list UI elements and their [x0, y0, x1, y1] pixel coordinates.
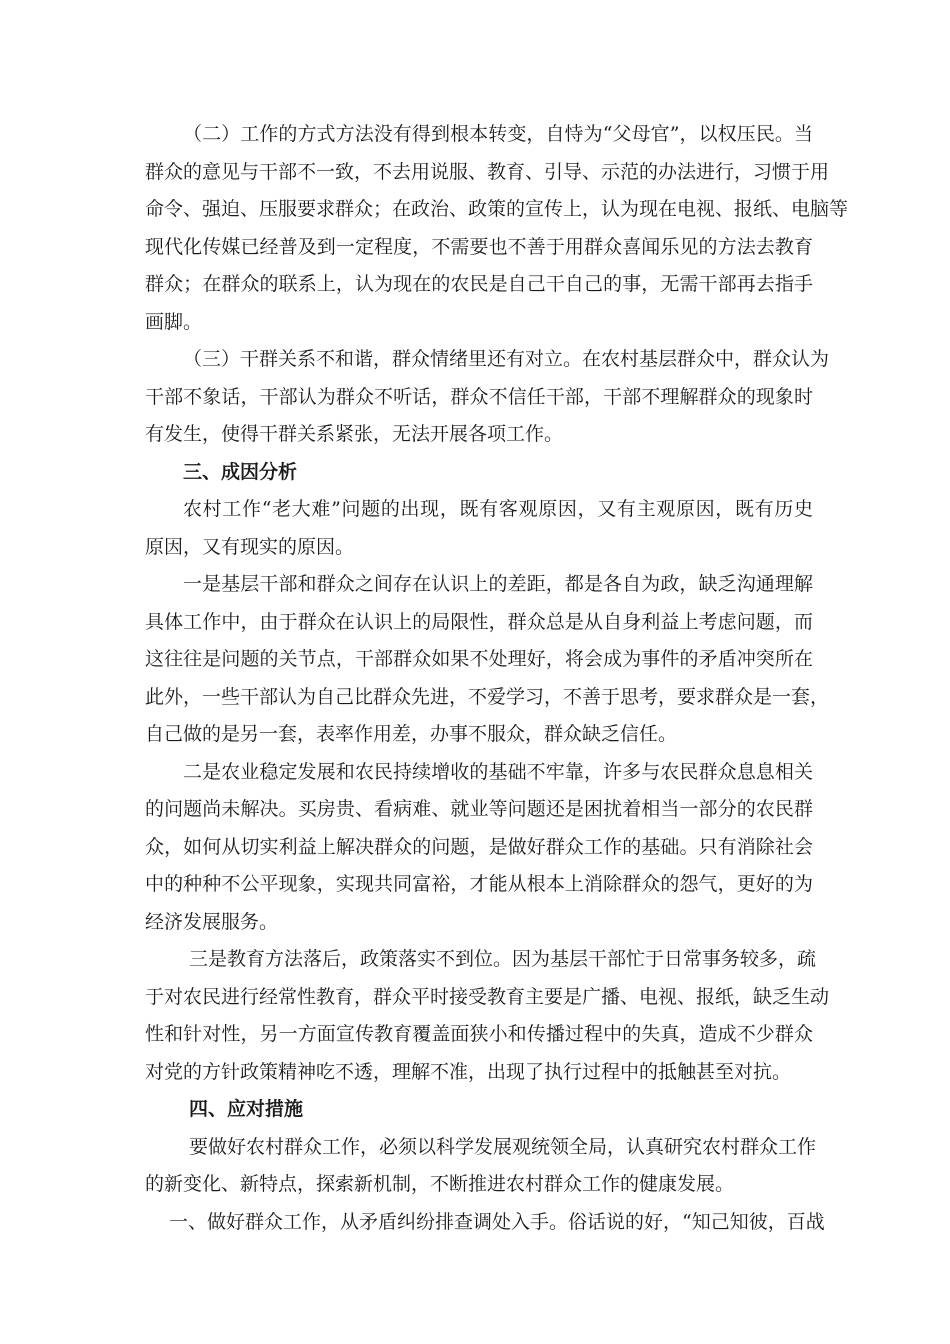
section-heading: 四、应对措施 [189, 1098, 304, 1120]
paragraph-line: 原因，又有现实的原因。 [145, 535, 355, 558]
paragraph-line: 经济发展服务。 [145, 910, 279, 933]
paragraph-line: 性和针对性，另一方面宣传教育覆盖面狭小和传播过程中的失真，造成不少群众 [145, 1023, 813, 1045]
paragraph-line: 二是农业稳定发展和农民持续增收的基础不牢靠，许多与农民群众息息相关 [183, 760, 813, 783]
paragraph-line: 干部不象话，干部认为群众不听话，群众不信任干部，干部不理解群众的现象时 [145, 385, 813, 408]
paragraph-line: 要做好农村群众工作，必须以科学发展观统领全局，认真研究农村群众工作 [189, 1135, 817, 1158]
paragraph-line: 一、做好群众工作，从矛盾纠纷排查调处入手。俗话说的好，“知己知彼，百战 [169, 1210, 825, 1233]
paragraph-line: 具体工作中，由于群众在认识上的局限性，群众总是从自身利益上考虑问题，而 [145, 610, 813, 633]
paragraph-line: 众，如何从切实利益上解决群众的问题，是做好群众工作的基础。只有消除社会 [145, 835, 813, 858]
paragraph-line: 农村工作“老大难”问题的出现，既有客观原因，又有主观原因，既有历史 [183, 498, 813, 520]
paragraph-line: 群众的意见与干部不一致，不去用说服、教育、引导、示范的办法进行，习惯于用 [145, 160, 830, 183]
paragraph-line: 群众；在群众的联系上，认为现在的农民是自己干自己的事，无需干部再去指手 [145, 273, 813, 295]
paragraph-line: 命令、强迫、压服要求群众；在政治、政策的宣传上，认为现在电视、报纸、电脑等 [145, 198, 849, 220]
paragraph-line: 的问题尚未解决。买房贵、看病难、就业等问题还是困扰着相当一部分的农民群 [145, 798, 813, 820]
paragraph-line: 这往往是问题的关节点，干部群众如果不处理好，将会成为事件的矛盾冲突所在 [145, 648, 813, 670]
paragraph-line: 画脚。 [145, 310, 203, 333]
section-heading: 三、成因分析 [183, 460, 298, 483]
paragraph-line: 有发生，使得干群关系紧张，无法开展各项工作。 [145, 423, 564, 445]
paragraph-line: （二）工作的方式方法没有得到根本转变，自恃为“父母官”，以权压民。当 [183, 123, 813, 145]
document-body [145, 116, 849, 1241]
paragraph-line: 现代化传媒已经普及到一定程度，不需要也不善于用群众喜闻乐见的方法去教育 [145, 235, 813, 258]
paragraph-line: 的新变化、新特点，探索新机制，不断推进农村群众工作的健康发展。 [145, 1173, 735, 1195]
paragraph-line: （三）干群关系不和谐，群众情绪里还有对立。在农村基层群众中，群众认为 [183, 348, 830, 370]
paragraph-line: 自己做的是另一套，表率作用差，办事不服众，群众缺乏信任。 [145, 723, 678, 745]
paragraph-line: 于对农民进行经常性教育，群众平时接受教育主要是广播、电视、报纸，缺乏生动 [145, 985, 830, 1008]
paragraph-line: 一是基层干部和群众之间存在认识上的差距，都是各自为政，缺乏沟通理解 [183, 573, 813, 595]
paragraph-line: 此外，一些干部认为自己比群众先进，不爱学习，不善于思考，要求群众是一套， [145, 685, 830, 708]
paragraph-line: 对党的方针政策精神吃不透，理解不准，出现了执行过程中的抵触甚至对抗。 [145, 1060, 792, 1083]
paragraph-line: 三是教育方法落后，政策落实不到位。因为基层干部忙于日常事务较多，疏 [189, 948, 817, 970]
paragraph-line: 中的种种不公平现象，实现共同富裕，才能从根本上消除群众的怨气，更好的为 [145, 873, 813, 895]
